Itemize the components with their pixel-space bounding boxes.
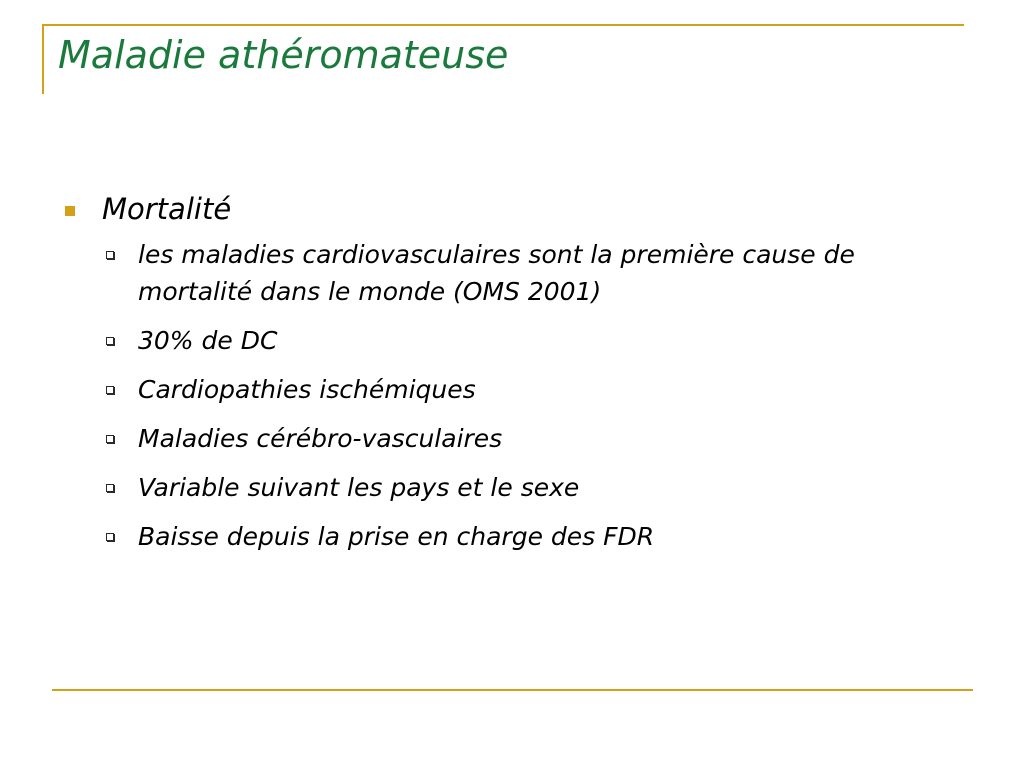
footer-rule xyxy=(52,689,973,691)
bullet-mortalite xyxy=(62,186,962,232)
hollow-square-bullet-icon xyxy=(106,484,114,492)
sub-bullet-item xyxy=(62,322,962,359)
sub-bullet-list xyxy=(62,236,962,555)
hollow-square-bullet-icon xyxy=(106,337,114,345)
hollow-square-bullet-icon xyxy=(106,533,114,541)
hollow-square-bullet-icon xyxy=(106,435,114,443)
sub-bullet-text: Maladies cérébro-vasculaires xyxy=(138,424,503,453)
sub-bullet-text: Baisse depuis la prise en charge des FDR xyxy=(138,522,655,551)
sub-bullet-item xyxy=(62,469,962,506)
bullet-heading: Mortalité xyxy=(102,192,232,226)
sub-bullet-item xyxy=(62,371,962,408)
sub-bullet-item xyxy=(62,420,962,457)
slide-title: Maladie athéromateuse xyxy=(58,33,509,77)
sub-bullet-item xyxy=(62,518,962,555)
sub-bullet-text: Variable suivant les pays et le sexe xyxy=(138,473,580,502)
hollow-square-bullet-icon xyxy=(106,251,114,259)
sub-bullet-item xyxy=(62,236,962,310)
slide-content xyxy=(62,186,962,567)
hollow-square-bullet-icon xyxy=(106,386,114,394)
sub-bullet-text: 30% de DC xyxy=(138,326,278,355)
sub-bullet-text: les maladies cardiovasculaires sont la première cause de mortalité dans le monde (OMS 2001) xyxy=(138,240,855,306)
title-frame-left-rule xyxy=(42,24,44,94)
title-frame-top-rule xyxy=(42,24,964,26)
square-bullet-icon xyxy=(65,206,75,216)
sub-bullet-text: Cardiopathies ischémiques xyxy=(138,375,476,404)
